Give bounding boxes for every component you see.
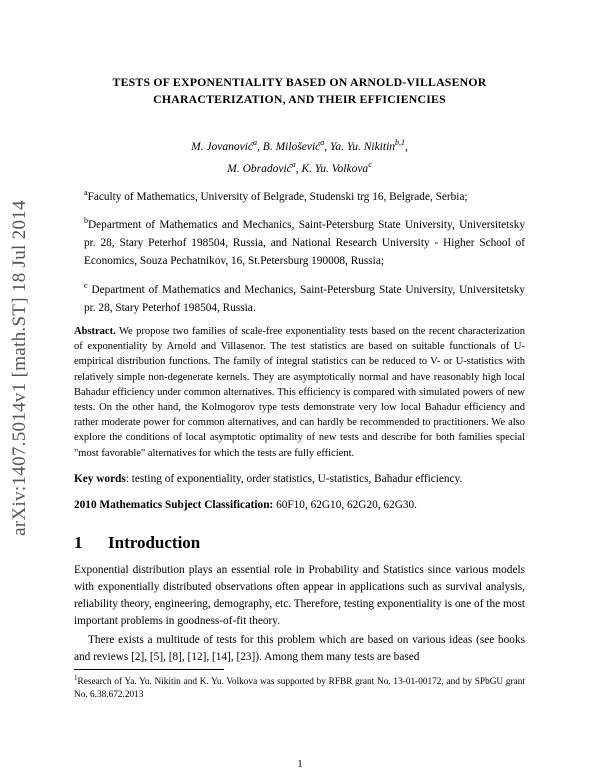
- msc-text: 60F10, 62G10, 62G20, 62G30.: [273, 498, 417, 511]
- footnote-text: Research of Ya. Yu. Nikitin and K. Yu. Volkova was supported by RFBR grant No. 13-01-00172, and by SPbGU grant No. 6.38.672.2013: [74, 676, 525, 700]
- intro-paragraph-2: There exists a multitude of tests for this problem which are based on various ideas (see books and reviews [2], [5], [8], [12], [14], [23]). Among them many tests are based: [74, 633, 525, 663]
- title-line-2: CHARACTERIZATION, AND THEIR EFFICIENCIES: [153, 92, 446, 106]
- affiliation-a: $^a$Faculty of Mathematics, University of Belgrade, Studenski trg 16, Belgrade, Serbia;: [84, 187, 468, 203]
- page-content: [74, 74, 525, 702]
- authors-line-2: M. Obradović$^a$, K. Yu. Volkova$^c$: [227, 159, 372, 175]
- affiliation-c: $^c$ Department of Mathematics and Mechanics, Saint-Petersburg State University, Universitetsky pr. 28, Stary Peterhof 198504, Russia.: [84, 281, 525, 314]
- authors-block: [74, 134, 525, 178]
- section-title: Introduction: [108, 532, 201, 552]
- footnote: [74, 672, 525, 702]
- paper-title: [74, 74, 525, 108]
- affiliation-b: $^b$Department of Mathematics and Mechanics, Saint-Petersburg State University, Universitetsky pr. 28, Stary Peterhof 198504, Russia, and National Research University - Higher School of Economics, Souza Pechatnikov, 16, St.Petersburg 190008, Russia;: [84, 216, 525, 268]
- msc-classification: [74, 497, 525, 513]
- arxiv-stamp: [6, 178, 34, 558]
- section-heading: [74, 533, 525, 553]
- title-line-1: TESTS OF EXPONENTIALITY BASED ON ARNOLD-VILLASENOR: [112, 75, 487, 89]
- arxiv-stamp-text: arXiv:1407.5014v1 [math.ST] 18 Jul 2014: [9, 200, 30, 536]
- footnote-mark: 1: [74, 673, 78, 682]
- authors-line-1: M. Jovanović$^a$, B. Milošević$^a$, Ya. Yu. Nikitin$^{b,1}$,: [191, 138, 408, 153]
- intro-body: [74, 562, 525, 666]
- keywords: [74, 471, 525, 487]
- footnote-rule: [74, 669, 224, 670]
- affiliations: [74, 184, 525, 317]
- page-number: 1: [297, 758, 303, 770]
- section-number: 1: [74, 532, 83, 552]
- abstract-text: We propose two families of scale-free exponentiality tests based on the recent characterization of exponentiality by Arnold and Villasenor. The test statistics are based on suitable functionals of U-empirical distribution functions. The family of integral statistics can be reduced to V- or U-statistics with relatively simple non-degenerate kernels. They are asymptotically normal and have reasonably high local Bahadur efficiency under common alternatives. This efficiency is compared with simulated powers of new tests. On the other hand, the Kolmogorov type tests demonstrate very low local Bahadur efficiency and rather moderate power for common alternatives, and can hardly be recommended to practitioners. We also explore the conditions of local asymptotic optimality of new tests and describe for both families special "most favorable" alternatives for which the tests are fully efficient.: [74, 325, 525, 459]
- keywords-label: Key words: [74, 472, 126, 485]
- abstract: [74, 324, 525, 461]
- msc-label: 2010 Mathematics Subject Classification:: [74, 498, 274, 511]
- keywords-text: : testing of exponentiality, order statistics, U-statistics, Bahadur efficiency.: [125, 472, 463, 485]
- intro-paragraph-1: Exponential distribution plays an essential role in Probability and Statistics since various models with exponentially distributed observations often appear in applications such as survival analysis, reliability theory, engineering, demography, etc. Therefore, testing exponentiality is one of the most important problems in goodness-of-fit theory.: [74, 563, 525, 627]
- abstract-label: Abstract.: [74, 325, 116, 337]
